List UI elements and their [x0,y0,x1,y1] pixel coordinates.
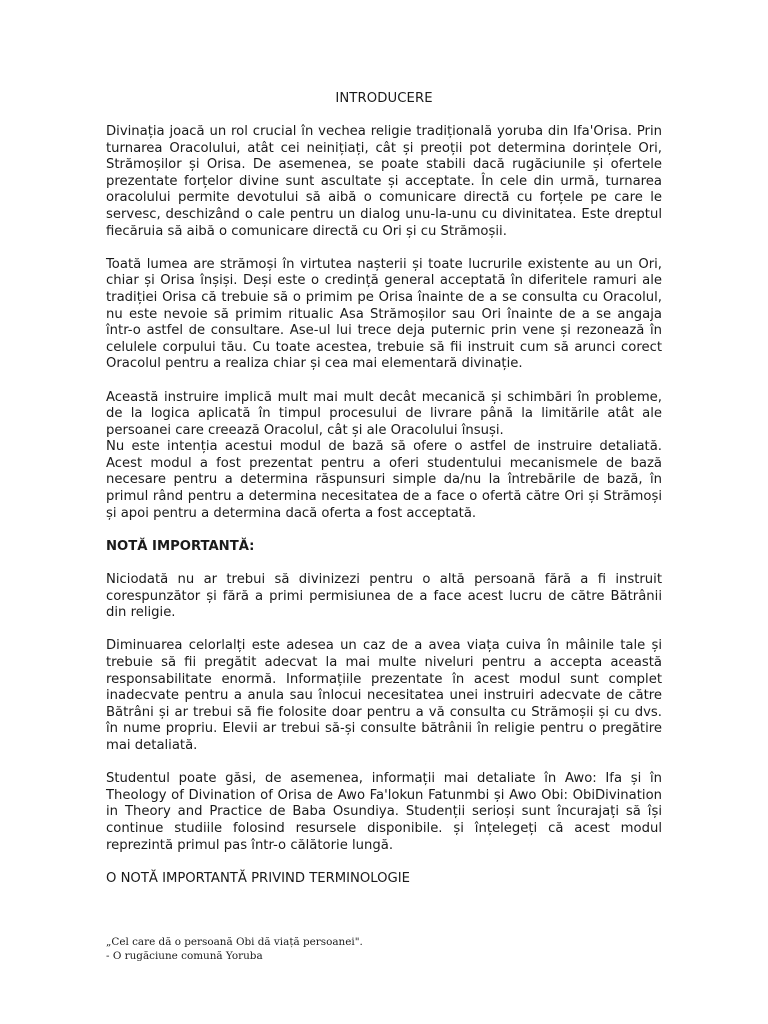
terminology-heading: O NOTĂ IMPORTANTĂ PRIVIND TERMINOLOGIE [106,870,410,886]
important-note-heading: NOTĂ IMPORTANTĂ: [106,538,255,554]
paragraph-divination: Divinația joacă un rol crucial în vechea religie tradițională yoruba din Ifa'Orisa. Prin turnarea Oracolului, atât cei neinițiați, cât și preoții pot determina dorințele Ori, Strămoșilor și Orisa. De asemenea, se poate stabili dacă rugăciunile și ofertele prezentate forțelor divine sunt ascultate și acceptate. În cele din urmă, turnarea oracolului permite devotului să aibă o comunicare directă cu forțele pe care le servesc, deschizând o cale pentru un dialog unu-la-unu cu divinitatea. Este dreptul fiecăruia să aibă o comunicare directă cu Ori și cu Strămoșii. [106,124,662,239]
document-page [106,90,662,887]
paragraph-responsibility: Diminuarea celorlalți este adesea un caz de a avea viața cuiva în mâinile tale și trebuie să fii pregătit adecvat la mai multe niveluri pentru a accepta această responsabilitate enormă. Informațiile prezentate în acest modul sunt complet inadecvate pentru a anula sau înlocui necesitatea unei instruiri adecvate de către Bătrâni și ar trebui să fie folosite doar pentru a vă consulta cu Strămoșii și cu dvs. în nume propriu. Elevii ar trebui să-și consulte bătrânii în religie pentru o pregătire mai detaliată. [106,638,662,753]
page-title: INTRODUCERE [335,91,433,106]
paragraph-ancestors: Toată lumea are strămoși în virtutea nașterii și toate lucrurile existente au un Ori, chiar și Orisa înșiși. Deși este o credință general acceptată în diferitele ramuri ale tradiției Orisa că trebuie să o primim pe Orisa înainte de a se consulta cu Oracolul, nu este nevoie să primim ritualic Asa Strămoșilor sau Ori înainte de a se angaja într-o astfel de consultare. Ase-ul lui trece deja puternic prin vene și rezonează în celulele corpului tău. Cu toate acestea, trebuie să fii instruit cum să arunci corect Oracolul pentru a realiza chiar și cea mai elementară divinație. [106,256,662,372]
footnote [106,935,662,963]
paragraph-module-intent: Nu este intenția acestui modul de bază să ofere o astfel de instruire detaliată. Acest modul a fost prezentat pentru a oferi studentului mecanismele de bază necesare pentru a determina răspunsuri simple da/nu la întrebările de bază, în primul rând pentru a determina necesitatea de a face o ofertă către Ori și Strămoși și apoi pentru a determina dacă oferta a fost acceptată. [106,439,662,521]
paragraph-never-divine: Niciodată nu ar trebui să divinizezi pentru o altă persoană fără a fi instruit corespunzător și fără a primi permisiunea de a face acest lucru de către Bătrânii din religie. [106,572,662,621]
paragraph-training: Această instruire implică mult mai mult decât mecanică și schimbări în probleme, de la logica aplicată în timpul procesului de livrare până la limitările atât ale persoanei care creează Oracolul, cât și ale Oracolului însuși. [106,389,662,438]
paragraph-further-reading: Studentul poate găsi, de asemenea, informații mai detaliate în Awo: Ifa și în Theology of Divination of Orisa de Awo Fa'lokun Fatunmbi și Awo Obi: ObiDivination in Theory and Practice de Baba Osundiya. Studenții serioși sunt încurajați să își continue studiile folosind resursele disponibile. și înțelegeți că acest modul reprezintă primul pas într-o călătorie lungă. [106,771,662,853]
footnote-attribution: - O rugăciune comună Yoruba [106,950,263,962]
footnote-quote: „Cel care dă o persoană Obi dă viață persoanei". [106,936,363,948]
